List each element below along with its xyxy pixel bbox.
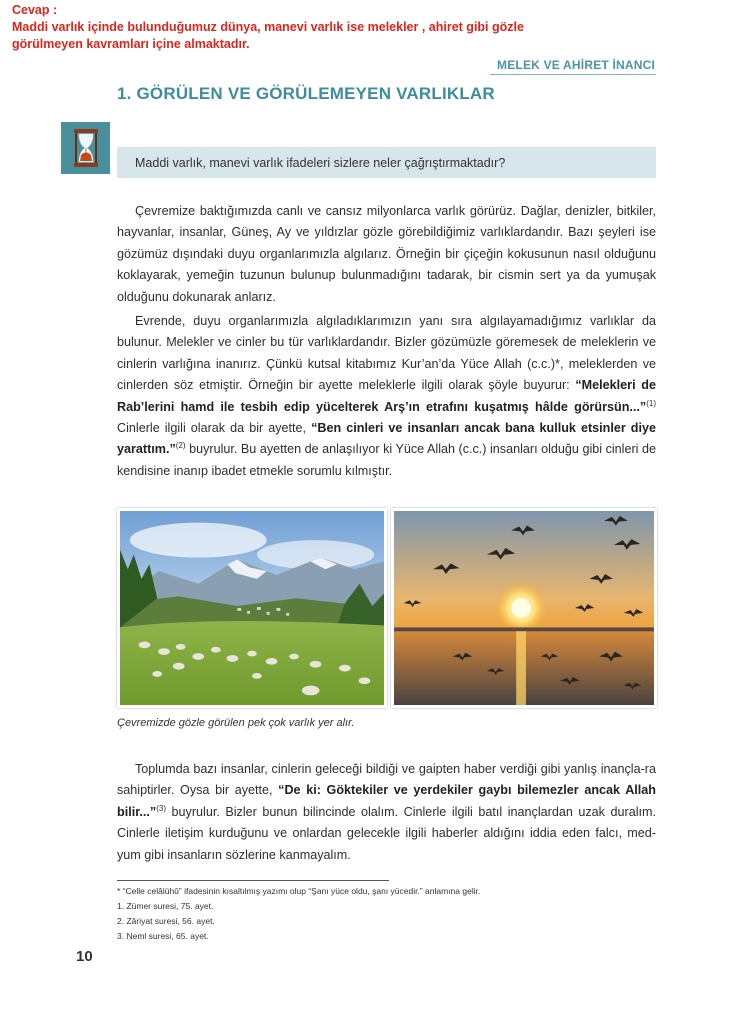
footnotes <box>117 884 480 944</box>
section-title: 1. GÖRÜLEN VE GÖRÜLEMEYEN VARLIKLAR <box>117 84 495 103</box>
ayet-quote-2: “Ben cinleri ve insanları ancak bana kulluk etsinler diye yarattım.” <box>117 421 656 457</box>
answer-line-2: görülmeyen kavramları içine almaktadır. <box>12 37 250 51</box>
paragraph-3 <box>117 759 656 866</box>
header-divider <box>490 74 656 75</box>
paragraph-2-text-b: Cinlerle ilgili olarak da bir ayette, <box>117 421 312 436</box>
footnote-2: 2. Zâriyat suresi, 56. ayet. <box>117 916 215 926</box>
answer-note <box>12 2 712 53</box>
footnote-1: 1. Zümer suresi, 75. ayet. <box>117 901 214 911</box>
chapter-header: MELEK VE AHİRET İNANCI <box>497 58 655 72</box>
paragraph-3-text-b: buyrulur. Bizler bunun bilincinde olalım. Cinlerle ilgili batıl inançlardan uzak duralım. Cinlerle iletişim kurduğunu ve onlardan gelecekle ilgili haberler aldığını iddia eden falcı, med-yum gibi insanların sözlerine kanmayalım. <box>117 804 656 862</box>
footnote-asterisk: * “Celle celâlühû” ifadesinin kısaltılmış yazımı olup “Şanı yüce oldu, şanı yücedir.” anlamına gelir. <box>117 886 481 896</box>
question-bar <box>117 147 656 178</box>
paragraph-3-text-a: Toplumda bazı insanlar, cinlerin geleceği bildiği ve gaipten haber verdiği gibi yanlış inançla-ra sahiptirler. Oysa bir ayette, <box>117 762 656 798</box>
answer-label: Cevap : <box>12 3 58 17</box>
footnote-divider <box>117 880 389 881</box>
body-text-top <box>117 201 656 482</box>
footnote-ref-3: (3) <box>156 803 166 813</box>
hourglass-icon <box>61 122 110 174</box>
paragraph-2 <box>117 311 656 482</box>
ayet-quote-1: “Melekleri de Rab’lerini hamd ile tesbih edip yücelterek Arş’ın etrafını kuşatmış hâlde görürsün...” <box>117 378 656 414</box>
answer-line-1: Maddi varlık içinde bulunduğumuz dünya, manevi varlık ise melekler , ahiret gibi gözle <box>12 20 524 34</box>
photo-caption: Çevremizde gözle görülen pek çok varlık yer alır. <box>117 717 355 729</box>
paragraph-2-text-c: buyrulur. Bu ayetten de anlaşılıyor ki Yüce Allah (c.c.) insanları olduğu gibi cinleri de kendisine inanıp ibadet etmekle sorumlu kılmıştır. <box>117 442 656 478</box>
footnote-3: 3. Neml suresi, 65. ayet. <box>117 931 209 941</box>
footnote-ref-2: (2) <box>175 441 186 451</box>
photo-mountain-sheep <box>117 508 387 708</box>
body-text-bottom <box>117 759 656 866</box>
photo-sunset-seagulls <box>391 508 657 708</box>
paragraph-2-text-a: Evrende, duyu organlarımızla algıladıklarımızın yanı sıra algılayamadığımız varlıklar da bulunur. Melekler ve cinler bu tür varlıklardandır. Bizler gözümüzle göremesek de meleklerin ve cinlerin varlığına inanırız. Çünkü kutsal kitabımız Kur’an’da Yüce Allah (c.c.)*, meleklerden ve cinlerden söz etmiştir. Örneğin bir ayette meleklerle ilgili olarak şöyle buyurur: <box>117 314 656 393</box>
footnote-ref-1: (1) <box>646 398 656 408</box>
ayet-quote-3: “De ki: Göktekiler ve yerdekiler gaybı bilemezler ancak Allah bilir...” <box>117 783 656 819</box>
page-number: 10 <box>76 948 93 965</box>
question-text: Maddi varlık, manevi varlık ifadeleri sizlere neler çağrıştırmaktadır? <box>135 155 506 170</box>
paragraph-1: Çevremize baktığımızda canlı ve cansız milyonlarca varlık görürüz. Dağlar, denizler, bitkiler, hayvanlar, insanlar, Güneş, Ay ve yıldızlar gözle görebildiğimiz varlıklardandır. Bazı şeyleri ise gözümüz dışındaki duyu organlarımızla algılarız. Örneğin bir çiçeğin kokusunun nasıl olduğunu koklayarak, yemeğin tuzunun bulunup bulunmadığını tadarak, bir cismin sert ya da yumuşak olduğunu dokunarak anlarız. <box>117 204 656 304</box>
